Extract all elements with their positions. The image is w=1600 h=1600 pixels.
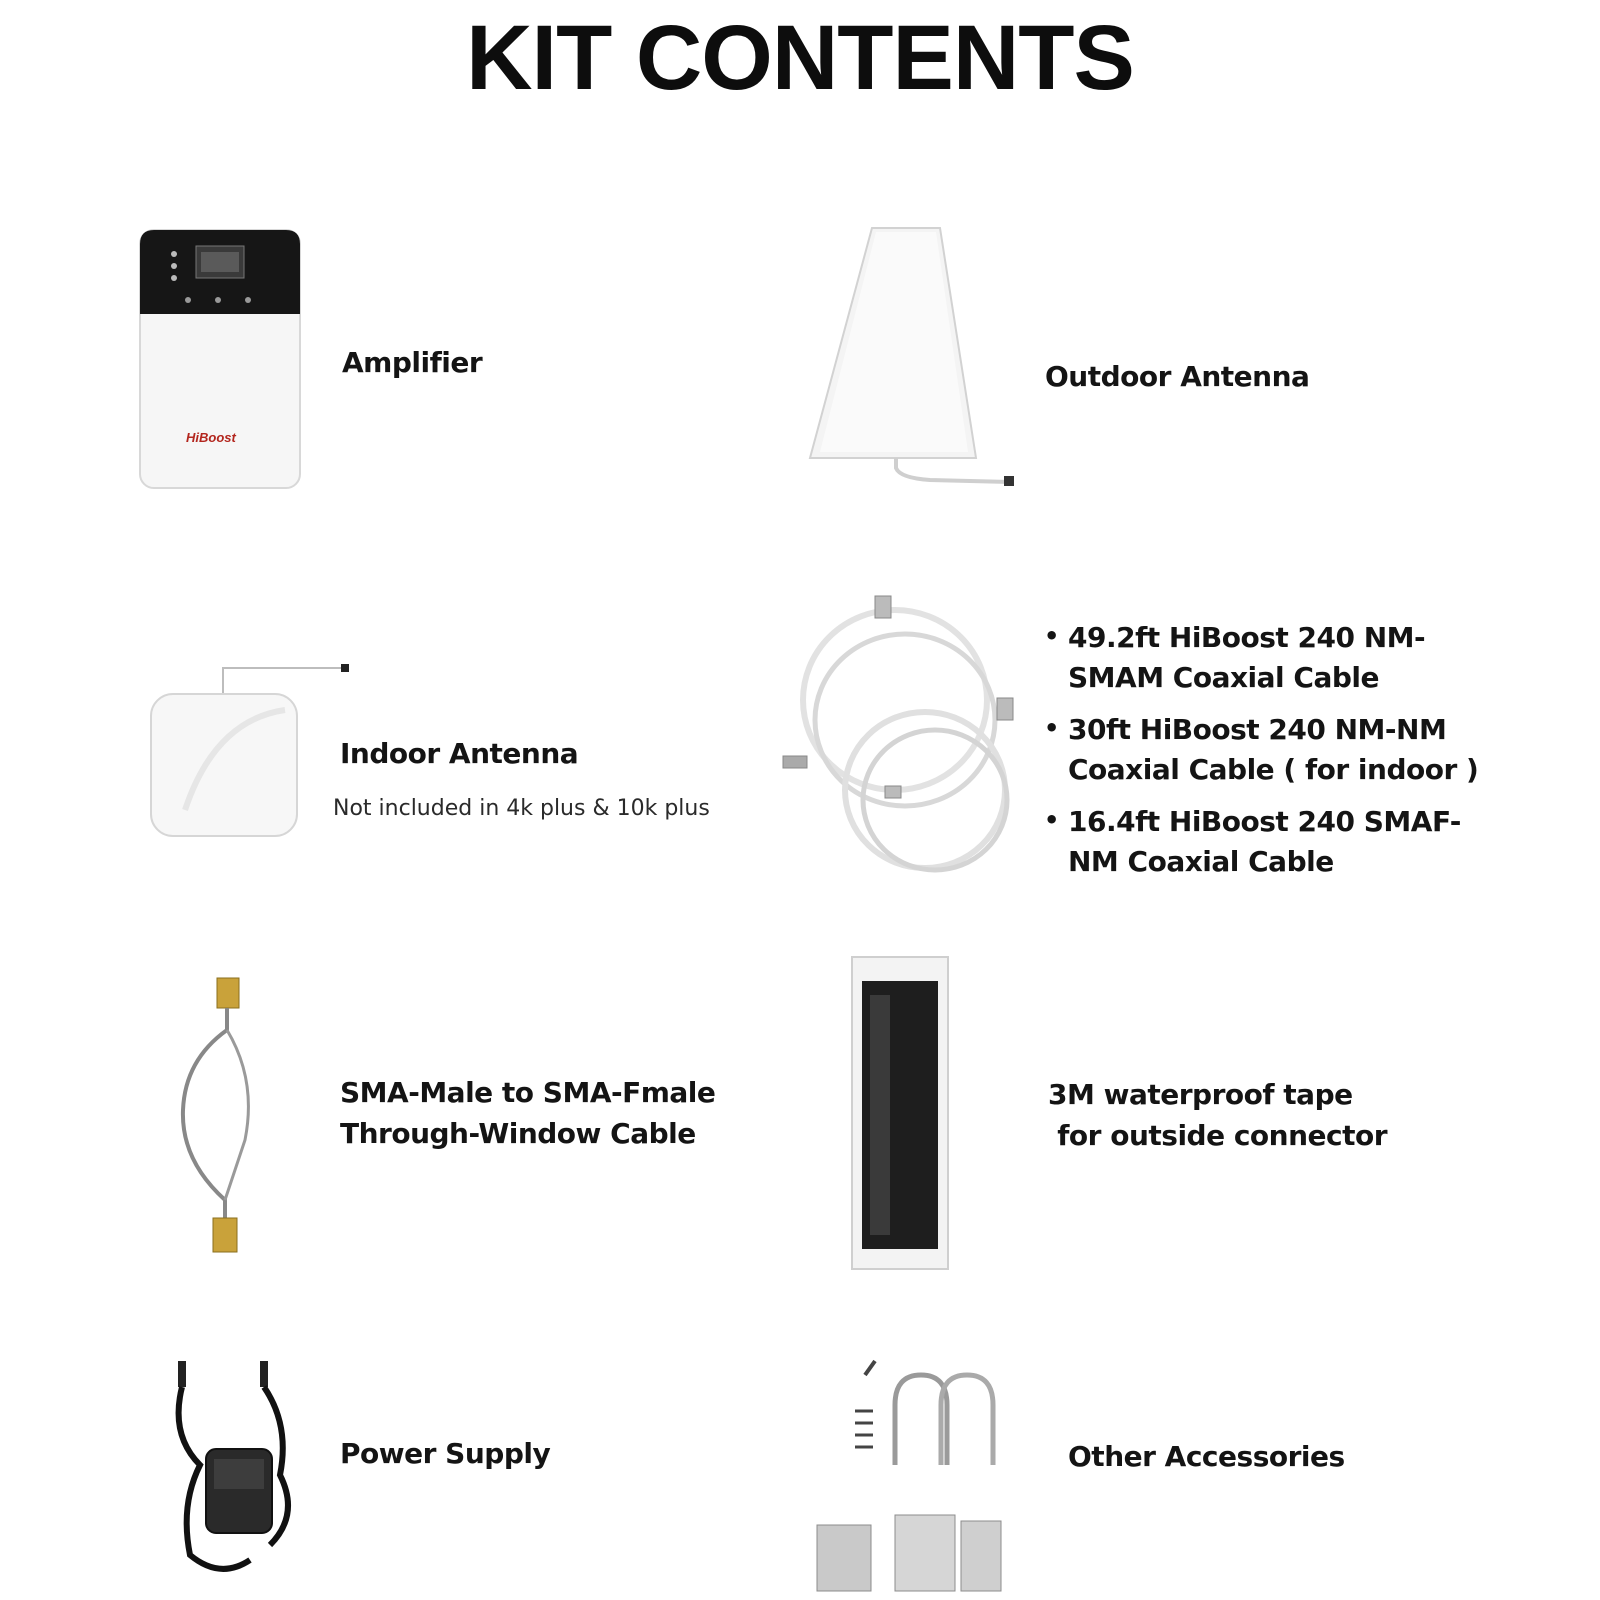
accessories-image bbox=[815, 1355, 1015, 1595]
waterproof-tape-image bbox=[850, 955, 954, 1275]
amplifier-image bbox=[138, 228, 308, 493]
power-supply-label: Power Supply bbox=[340, 1437, 551, 1470]
waterproof-tape-label-line1: 3M waterproof tape bbox=[1048, 1078, 1353, 1111]
list-item: • 30ft HiBoost 240 NM-NM Coaxial Cable ( for indoor ) bbox=[1040, 710, 1508, 790]
outdoor-antenna-label: Outdoor Antenna bbox=[1045, 360, 1310, 393]
through-window-cable-image bbox=[165, 970, 265, 1270]
through-window-cable-label-line2: Through-Window Cable bbox=[340, 1117, 696, 1150]
page-title: KIT CONTENTS bbox=[466, 7, 1134, 109]
coaxial-cable-list bbox=[1040, 618, 1508, 894]
list-item: • 49.2ft HiBoost 240 NM-SMAM Coaxial Cable bbox=[1040, 618, 1508, 698]
indoor-antenna-note: Not included in 4k plus & 10k plus bbox=[333, 796, 710, 821]
through-window-cable-label-line1: SMA-Male to SMA-Fmale bbox=[340, 1076, 716, 1109]
coaxial-cables-image bbox=[775, 590, 1025, 880]
indoor-antenna-image bbox=[145, 650, 355, 850]
accessories-label: Other Accessories bbox=[1068, 1440, 1345, 1473]
amplifier-brand-mark: HiBoost bbox=[186, 430, 236, 445]
indoor-antenna-label: Indoor Antenna bbox=[340, 737, 579, 770]
waterproof-tape-label-line2: for outside connector bbox=[1048, 1119, 1388, 1152]
amplifier-label: Amplifier bbox=[342, 346, 483, 379]
outdoor-antenna-image bbox=[800, 222, 1030, 492]
power-supply-image bbox=[160, 1355, 310, 1585]
list-item: • 16.4ft HiBoost 240 SMAF-NM Coaxial Cable bbox=[1040, 802, 1508, 882]
